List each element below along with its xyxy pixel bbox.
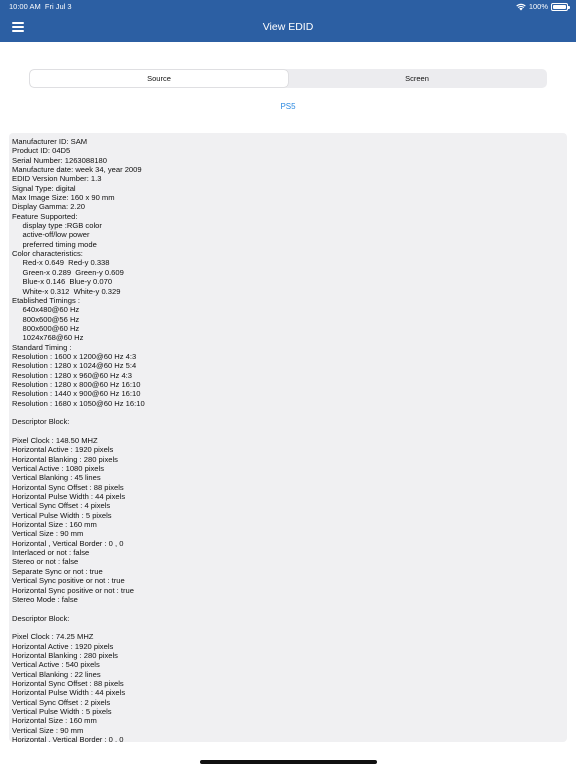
edid-line: Horizontal Sync positive or not : true (12, 585, 134, 595)
edid-line: Vertical Active : 540 pixels (12, 660, 100, 670)
edid-line: Horizontal Sync Offset : 88 pixels (12, 482, 124, 492)
status-bar-time (9, 2, 72, 11)
edid-line: Vertical Pulse Width : 5 pixels (12, 510, 112, 520)
edid-line: Pixel Clock : 74.25 MHZ (12, 632, 94, 642)
edid-line: Vertical Pulse Width : 5 pixels (12, 706, 112, 716)
edid-line: Feature Supported: (12, 211, 78, 221)
edid-line: Resolution : 1680 x 1050@60 Hz 16:10 (12, 398, 145, 408)
edid-line: Vertical Size : 90 mm (12, 529, 84, 539)
edid-line: Manufacture date: week 34, year 2009 (12, 165, 142, 175)
device-name-link[interactable]: PS5 (280, 102, 296, 111)
edid-line: Horizontal Sync Offset : 88 pixels (12, 678, 124, 688)
wifi-icon (516, 3, 526, 11)
edid-line: Manufacturer ID: SAM (12, 137, 88, 146)
edid-line: Interlaced or not : false (12, 548, 90, 558)
edid-line: Horizontal Pulse Width : 44 pixels (12, 492, 126, 502)
edid-line: Descriptor Block: (12, 417, 70, 427)
edid-line: 800x600@60 Hz (12, 323, 80, 333)
edid-line: Etablished Timings : (12, 295, 80, 305)
edid-line: 640x480@60 Hz (12, 305, 80, 315)
edid-line: Resolution : 1440 x 900@60 Hz 16:10 (12, 389, 141, 399)
edid-line (12, 604, 567, 613)
navigation-bar (0, 0, 576, 42)
edid-line: Horizontal Pulse Width : 44 pixels (12, 688, 126, 698)
segment-screen[interactable]: Screen (405, 74, 429, 83)
edid-line: Product ID: 04D5 (12, 146, 71, 156)
edid-line: Horizontal Size : 160 mm (12, 716, 97, 726)
battery-cap (568, 6, 570, 9)
edid-line: Display Gamma: 2.20 (12, 202, 86, 212)
edid-line: Serial Number: 1263088180 (12, 155, 107, 165)
edid-line (12, 427, 567, 436)
edid-line: Horizontal , Vertical Border : 0 , 0 (12, 538, 124, 548)
edid-line: Vertical Sync Offset : 2 pixels (12, 697, 111, 707)
home-indicator[interactable] (200, 760, 377, 764)
edid-line: Stereo Mode : false (12, 594, 78, 604)
edid-line: Color characteristics: (12, 249, 83, 259)
edid-line: Stereo or not : false (12, 557, 79, 567)
edid-line: Horizontal Active : 1920 pixels (12, 445, 114, 455)
edid-line: Green-x 0.289 Green-y 0.609 (12, 267, 124, 277)
edid-line: Pixel Clock : 148.50 MHZ (12, 436, 98, 445)
edid-line: 800x600@56 Hz (12, 314, 80, 324)
edid-line: Resolution : 1280 x 960@60 Hz 4:3 (12, 370, 133, 380)
edid-line: Horizontal , Vertical Border : 0 , 0 (12, 735, 124, 742)
edid-line: Horizontal Size : 160 mm (12, 520, 97, 530)
battery-fill (553, 5, 566, 9)
edid-line (12, 408, 567, 417)
edid-line: Horizontal Blanking : 280 pixels (12, 454, 118, 464)
status-date: Fri Jul 3 (44, 2, 72, 11)
edid-line: Red-x 0.649 Red-y 0.338 (12, 258, 110, 268)
edid-line: Resolution : 1280 x 800@60 Hz 16:10 (12, 379, 141, 389)
edid-line (12, 623, 567, 632)
page-title: View EDID (262, 21, 314, 33)
edid-line: Blue-x 0.146 Blue-y 0.070 (12, 277, 113, 287)
edid-line: Vertical Blanking : 45 lines (12, 473, 101, 483)
edid-line: Vertical Size : 90 mm (12, 725, 84, 735)
edid-text-panel[interactable] (9, 133, 567, 742)
edid-line: Separate Sync or not : true (12, 566, 103, 576)
segment-source[interactable]: Source (30, 70, 288, 87)
status-bar-right (516, 2, 568, 11)
edid-line: White-x 0.312 White-y 0.329 (12, 286, 121, 296)
edid-line: Descriptor Block: (12, 613, 70, 623)
edid-line: active-off/low power (12, 230, 90, 240)
edid-line: Standard Timing : (12, 342, 72, 352)
edid-line: Vertical Blanking : 22 lines (12, 669, 101, 679)
edid-line: Vertical Sync Offset : 4 pixels (12, 501, 111, 511)
battery-percent: 100% (528, 2, 548, 11)
edid-line: preferred timing mode (12, 239, 97, 249)
edid-line: Max Image Size: 160 x 90 mm (12, 193, 115, 203)
edid-line: Resolution : 1280 x 1024@60 Hz 5:4 (12, 361, 137, 371)
edid-line: EDID Version Number: 1.3 (12, 174, 102, 184)
edid-line: Vertical Sync positive or not : true (12, 576, 125, 586)
edid-text (9, 133, 567, 742)
edid-line: Signal Type: digital (12, 183, 76, 193)
edid-line: Horizontal Active : 1920 pixels (12, 641, 114, 651)
edid-line: 1024x768@60 Hz (12, 333, 84, 343)
battery-icon (551, 3, 568, 11)
source-screen-segmented-control (29, 69, 547, 88)
edid-line: Resolution : 1600 x 1200@60 Hz 4:3 (12, 351, 137, 361)
status-time: 10:00 AM (9, 2, 41, 11)
edid-line: Horizontal Blanking : 280 pixels (12, 650, 118, 660)
edid-line: display type :RGB color (12, 221, 102, 231)
edid-line: Vertical Active : 1080 pixels (12, 464, 105, 474)
